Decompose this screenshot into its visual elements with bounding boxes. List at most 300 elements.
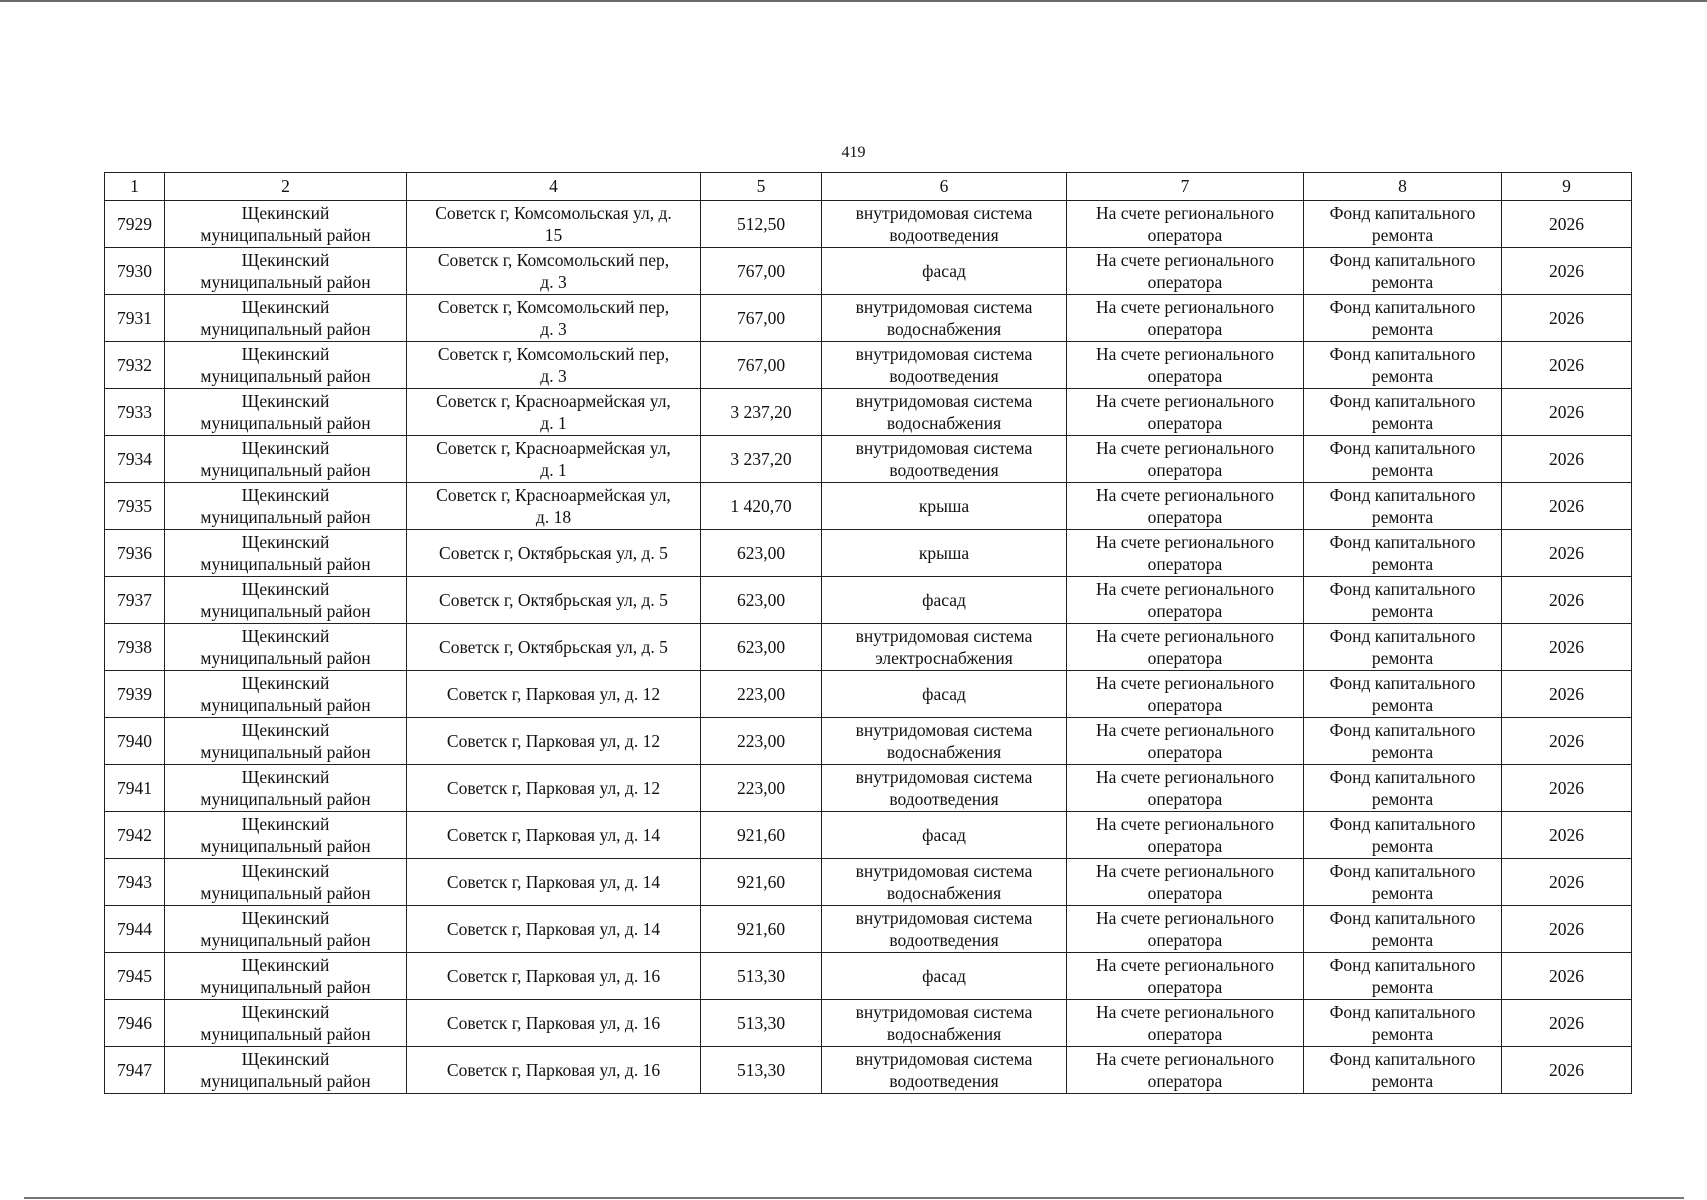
district-cell — [165, 906, 407, 953]
year-cell: 2026 — [1502, 295, 1632, 342]
address-cell-line: Советск г, Октябрьская ул, д. 5 — [439, 637, 668, 657]
district-cell-line: Щекинский — [241, 673, 330, 693]
fund-account-cell-line: оператора — [1147, 883, 1223, 903]
address-cell — [407, 859, 701, 906]
funding-source-cell-line: ремонта — [1371, 1071, 1434, 1091]
fund-account-cell — [1067, 1000, 1304, 1047]
district-cell — [165, 530, 407, 577]
address-cell-line: д. 3 — [540, 272, 567, 292]
funding-source-cell-line: Фонд капитального — [1329, 626, 1476, 646]
district-cell — [165, 342, 407, 389]
work-type-cell — [822, 765, 1067, 812]
address-cell — [407, 1047, 701, 1094]
table-row — [105, 953, 1632, 1000]
district-cell-line: муниципальный район — [200, 1071, 371, 1091]
address-cell — [407, 483, 701, 530]
table-row — [105, 530, 1632, 577]
work-type-cell — [822, 248, 1067, 295]
work-type-cell-line: фасад — [922, 261, 966, 281]
year-cell: 2026 — [1502, 577, 1632, 624]
district-cell — [165, 812, 407, 859]
work-type-cell — [822, 953, 1067, 1000]
table-row — [105, 248, 1632, 295]
funding-source-cell-line: ремонта — [1371, 460, 1434, 480]
header-cell-2: 2 — [165, 173, 407, 201]
district-cell-line: муниципальный район — [200, 413, 371, 433]
table-row — [105, 765, 1632, 812]
funding-source-cell-line: ремонта — [1371, 695, 1434, 715]
fund-account-cell-line: оператора — [1147, 789, 1223, 809]
area-cell: 623,00 — [701, 530, 822, 577]
year-cell: 2026 — [1502, 389, 1632, 436]
work-type-cell-line: водоотведения — [889, 930, 999, 950]
funding-source-cell — [1304, 248, 1502, 295]
year-cell: 2026 — [1502, 859, 1632, 906]
address-cell-line: д. 18 — [535, 507, 572, 527]
year-cell: 2026 — [1502, 248, 1632, 295]
address-cell — [407, 812, 701, 859]
fund-account-cell — [1067, 906, 1304, 953]
funding-source-cell-line: Фонд капитального — [1329, 955, 1476, 975]
funding-source-cell — [1304, 436, 1502, 483]
year-cell: 2026 — [1502, 812, 1632, 859]
row-number-cell: 7937 — [105, 577, 165, 624]
work-type-cell-line: внутридомовая система — [855, 1002, 1033, 1022]
district-cell — [165, 765, 407, 812]
fund-account-cell-line: оператора — [1147, 930, 1223, 950]
table-row — [105, 483, 1632, 530]
header-cell-7: 7 — [1067, 173, 1304, 201]
table-row — [105, 1000, 1632, 1047]
work-type-cell-line: водоснабжения — [886, 319, 1002, 339]
fund-account-cell-line: На счете регионального — [1096, 814, 1274, 834]
address-cell — [407, 953, 701, 1000]
work-type-cell-line: водоотведения — [889, 366, 999, 386]
funding-source-cell — [1304, 624, 1502, 671]
area-cell: 921,60 — [701, 906, 822, 953]
address-cell-line: Советск г, Красноармейская ул, — [436, 438, 671, 458]
funding-source-cell-line: ремонта — [1371, 977, 1434, 997]
fund-account-cell-line: оператора — [1147, 554, 1223, 574]
fund-account-cell — [1067, 295, 1304, 342]
row-number-cell: 7947 — [105, 1047, 165, 1094]
work-type-cell-line: водоотведения — [889, 225, 999, 245]
work-type-cell — [822, 906, 1067, 953]
fund-account-cell-line: На счете регионального — [1096, 579, 1274, 599]
funding-source-cell — [1304, 1047, 1502, 1094]
funding-source-cell-line: ремонта — [1371, 836, 1434, 856]
funding-source-cell-line: ремонта — [1371, 883, 1434, 903]
area-cell: 513,30 — [701, 1047, 822, 1094]
area-cell: 512,50 — [701, 201, 822, 248]
work-type-cell-line: фасад — [922, 684, 966, 704]
district-cell-line: Щекинский — [241, 203, 330, 223]
district-cell-line: Щекинский — [241, 579, 330, 599]
district-cell-line: муниципальный район — [200, 272, 371, 292]
area-cell: 3 237,20 — [701, 436, 822, 483]
header-cell-8: 8 — [1304, 173, 1502, 201]
work-type-cell-line: крыша — [918, 496, 970, 516]
year-cell: 2026 — [1502, 483, 1632, 530]
address-cell — [407, 201, 701, 248]
work-type-cell — [822, 1000, 1067, 1047]
fund-account-cell-line: На счете регионального — [1096, 955, 1274, 975]
fund-account-cell — [1067, 859, 1304, 906]
funding-source-cell-line: ремонта — [1371, 930, 1434, 950]
funding-source-cell-line: Фонд капитального — [1329, 1049, 1476, 1069]
district-cell — [165, 483, 407, 530]
district-cell-line: Щекинский — [241, 720, 330, 740]
funding-source-cell — [1304, 1000, 1502, 1047]
year-cell: 2026 — [1502, 953, 1632, 1000]
fund-account-cell — [1067, 389, 1304, 436]
year-cell: 2026 — [1502, 1047, 1632, 1094]
address-cell-line: Советск г, Парковая ул, д. 12 — [446, 731, 661, 751]
fund-account-cell-line: оператора — [1147, 601, 1223, 621]
fund-account-cell-line: оператора — [1147, 366, 1223, 386]
work-type-cell — [822, 342, 1067, 389]
work-type-cell-line: электроснабжения — [875, 648, 1013, 668]
work-type-cell — [822, 1047, 1067, 1094]
funding-source-cell-line: Фонд капитального — [1329, 344, 1476, 364]
header-row — [105, 173, 1632, 201]
address-cell-line: Советск г, Комсомольская ул, д. — [435, 203, 672, 223]
fund-account-cell-line: оператора — [1147, 977, 1223, 997]
row-number-cell: 7934 — [105, 436, 165, 483]
row-number-cell: 7933 — [105, 389, 165, 436]
address-cell — [407, 577, 701, 624]
district-cell-line: Щекинский — [241, 344, 330, 364]
header-cell-9: 9 — [1502, 173, 1632, 201]
district-cell-line: муниципальный район — [200, 789, 371, 809]
table-row — [105, 342, 1632, 389]
district-cell — [165, 577, 407, 624]
row-number-cell: 7946 — [105, 1000, 165, 1047]
district-cell-line: Щекинский — [241, 908, 330, 928]
area-cell: 767,00 — [701, 342, 822, 389]
district-cell-line: муниципальный район — [200, 319, 371, 339]
fund-account-cell-line: На счете регионального — [1096, 1049, 1274, 1069]
work-type-cell-line: внутридомовая система — [855, 720, 1033, 740]
fund-account-cell-line: На счете регионального — [1096, 626, 1274, 646]
scan-edge-bottom — [24, 1197, 1684, 1199]
funding-source-cell-line: ремонта — [1371, 648, 1434, 668]
work-type-cell-line: внутридомовая система — [855, 626, 1033, 646]
funding-source-cell-line: ремонта — [1371, 225, 1434, 245]
fund-account-cell — [1067, 718, 1304, 765]
funding-source-cell-line: ремонта — [1371, 554, 1434, 574]
funding-source-cell-line: Фонд капитального — [1329, 720, 1476, 740]
table-row — [105, 295, 1632, 342]
fund-account-cell-line: На счете регионального — [1096, 438, 1274, 458]
year-cell: 2026 — [1502, 436, 1632, 483]
funding-source-cell-line: ремонта — [1371, 1024, 1434, 1044]
fund-account-cell-line: На счете регионального — [1096, 1002, 1274, 1022]
row-number-cell: 7942 — [105, 812, 165, 859]
address-cell — [407, 906, 701, 953]
row-number-cell: 7944 — [105, 906, 165, 953]
fund-account-cell-line: На счете регионального — [1096, 767, 1274, 787]
district-cell — [165, 1000, 407, 1047]
year-cell: 2026 — [1502, 906, 1632, 953]
fund-account-cell-line: оператора — [1147, 319, 1223, 339]
address-cell — [407, 248, 701, 295]
funding-source-cell — [1304, 295, 1502, 342]
work-type-cell-line: внутридомовая система — [855, 908, 1033, 928]
row-number-cell: 7940 — [105, 718, 165, 765]
address-cell — [407, 671, 701, 718]
table-row — [105, 859, 1632, 906]
district-cell-line: муниципальный район — [200, 695, 371, 715]
funding-source-cell-line: ремонта — [1371, 366, 1434, 386]
fund-account-cell-line: На счете регионального — [1096, 344, 1274, 364]
fund-account-cell — [1067, 483, 1304, 530]
fund-account-cell-line: оператора — [1147, 648, 1223, 668]
fund-account-cell-line: оператора — [1147, 1024, 1223, 1044]
district-cell-line: муниципальный район — [200, 601, 371, 621]
table-row — [105, 906, 1632, 953]
funding-source-cell-line: Фонд капитального — [1329, 814, 1476, 834]
district-cell-line: муниципальный район — [200, 507, 371, 527]
address-cell-line: Советск г, Парковая ул, д. 16 — [446, 1060, 661, 1080]
funding-source-cell-line: ремонта — [1371, 789, 1434, 809]
table-row — [105, 577, 1632, 624]
district-cell — [165, 953, 407, 1000]
funding-source-cell-line: Фонд капитального — [1329, 908, 1476, 928]
funding-source-cell — [1304, 812, 1502, 859]
area-cell: 223,00 — [701, 765, 822, 812]
address-cell-line: Советск г, Парковая ул, д. 16 — [446, 966, 661, 986]
funding-source-cell — [1304, 906, 1502, 953]
fund-account-cell-line: оператора — [1147, 225, 1223, 245]
table-row — [105, 718, 1632, 765]
address-cell — [407, 342, 701, 389]
work-type-cell — [822, 295, 1067, 342]
year-cell: 2026 — [1502, 530, 1632, 577]
address-cell-line: д. 3 — [540, 366, 567, 386]
area-cell: 921,60 — [701, 859, 822, 906]
fund-account-cell-line: На счете регионального — [1096, 250, 1274, 270]
district-cell-line: Щекинский — [241, 485, 330, 505]
year-cell: 2026 — [1502, 342, 1632, 389]
fund-account-cell-line: На счете регионального — [1096, 908, 1274, 928]
funding-source-cell — [1304, 859, 1502, 906]
fund-account-cell — [1067, 765, 1304, 812]
funding-source-cell-line: Фонд капитального — [1329, 532, 1476, 552]
repair-register-table — [104, 172, 1632, 1094]
fund-account-cell-line: На счете регионального — [1096, 485, 1274, 505]
page-number: 419 — [841, 144, 866, 161]
address-cell-line: Советск г, Парковая ул, д. 12 — [446, 684, 661, 704]
area-cell: 921,60 — [701, 812, 822, 859]
area-cell: 623,00 — [701, 624, 822, 671]
district-cell-line: муниципальный район — [200, 460, 371, 480]
fund-account-cell — [1067, 530, 1304, 577]
header-cell-4: 4 — [407, 173, 701, 201]
district-cell-line: Щекинский — [241, 391, 330, 411]
funding-source-cell — [1304, 201, 1502, 248]
year-cell: 2026 — [1502, 718, 1632, 765]
work-type-cell-line: водоотведения — [889, 789, 999, 809]
row-number-cell: 7930 — [105, 248, 165, 295]
funding-source-cell-line: Фонд капитального — [1329, 203, 1476, 223]
address-cell — [407, 530, 701, 577]
funding-source-cell-line: Фонд капитального — [1329, 438, 1476, 458]
address-cell-line: Советск г, Парковая ул, д. 12 — [446, 778, 661, 798]
year-cell: 2026 — [1502, 624, 1632, 671]
row-number-cell: 7939 — [105, 671, 165, 718]
funding-source-cell-line: ремонта — [1371, 319, 1434, 339]
scan-edge-top — [0, 0, 1707, 2]
table-row — [105, 812, 1632, 859]
district-cell-line: муниципальный район — [200, 883, 371, 903]
address-cell — [407, 718, 701, 765]
area-cell: 513,30 — [701, 953, 822, 1000]
district-cell-line: муниципальный район — [200, 930, 371, 950]
work-type-cell-line: внутридомовая система — [855, 438, 1033, 458]
fund-account-cell-line: оператора — [1147, 413, 1223, 433]
district-cell — [165, 248, 407, 295]
row-number-cell: 7929 — [105, 201, 165, 248]
funding-source-cell — [1304, 765, 1502, 812]
address-cell-line: Советск г, Комсомольский пер, — [437, 344, 670, 364]
funding-source-cell — [1304, 718, 1502, 765]
funding-source-cell — [1304, 671, 1502, 718]
district-cell — [165, 671, 407, 718]
district-cell — [165, 201, 407, 248]
work-type-cell-line: водоотведения — [889, 1071, 999, 1091]
fund-account-cell-line: На счете регионального — [1096, 391, 1274, 411]
work-type-cell-line: внутридомовая система — [855, 767, 1033, 787]
fund-account-cell — [1067, 671, 1304, 718]
fund-account-cell-line: оператора — [1147, 695, 1223, 715]
district-cell — [165, 295, 407, 342]
work-type-cell-line: фасад — [922, 966, 966, 986]
funding-source-cell-line: Фонд капитального — [1329, 767, 1476, 787]
address-cell-line: Советск г, Парковая ул, д. 14 — [446, 825, 661, 845]
work-type-cell-line: водоотведения — [889, 460, 999, 480]
fund-account-cell-line: оператора — [1147, 836, 1223, 856]
work-type-cell — [822, 201, 1067, 248]
fund-account-cell — [1067, 342, 1304, 389]
address-cell — [407, 436, 701, 483]
fund-account-cell-line: На счете регионального — [1096, 297, 1274, 317]
area-cell: 3 237,20 — [701, 389, 822, 436]
row-number-cell: 7935 — [105, 483, 165, 530]
address-cell — [407, 765, 701, 812]
district-cell-line: Щекинский — [241, 814, 330, 834]
funding-source-cell — [1304, 483, 1502, 530]
work-type-cell-line: внутридомовая система — [855, 391, 1033, 411]
funding-source-cell-line: ремонта — [1371, 272, 1434, 292]
work-type-cell — [822, 389, 1067, 436]
district-cell-line: муниципальный район — [200, 554, 371, 574]
table-row — [105, 436, 1632, 483]
row-number-cell: 7943 — [105, 859, 165, 906]
work-type-cell — [822, 671, 1067, 718]
district-cell — [165, 859, 407, 906]
fund-account-cell — [1067, 812, 1304, 859]
work-type-cell — [822, 577, 1067, 624]
row-number-cell: 7941 — [105, 765, 165, 812]
area-cell: 1 420,70 — [701, 483, 822, 530]
year-cell: 2026 — [1502, 201, 1632, 248]
fund-account-cell-line: оператора — [1147, 507, 1223, 527]
work-type-cell — [822, 483, 1067, 530]
work-type-cell-line: водоснабжения — [886, 413, 1002, 433]
address-cell-line: д. 1 — [540, 460, 567, 480]
row-number-cell: 7936 — [105, 530, 165, 577]
fund-account-cell — [1067, 248, 1304, 295]
district-cell-line: Щекинский — [241, 955, 330, 975]
fund-account-cell-line: На счете регионального — [1096, 532, 1274, 552]
work-type-cell-line: водоснабжения — [886, 742, 1002, 762]
address-cell-line: д. 3 — [540, 319, 567, 339]
district-cell — [165, 624, 407, 671]
fund-account-cell — [1067, 953, 1304, 1000]
area-cell: 623,00 — [701, 577, 822, 624]
district-cell-line: Щекинский — [241, 250, 330, 270]
fund-account-cell — [1067, 1047, 1304, 1094]
area-cell: 223,00 — [701, 671, 822, 718]
district-cell-line: муниципальный район — [200, 742, 371, 762]
district-cell — [165, 436, 407, 483]
work-type-cell-line: крыша — [918, 543, 970, 563]
funding-source-cell-line: ремонта — [1371, 742, 1434, 762]
year-cell: 2026 — [1502, 671, 1632, 718]
address-cell-line: Советск г, Комсомольский пер, — [437, 297, 670, 317]
district-cell-line: муниципальный район — [200, 648, 371, 668]
address-cell-line: Советск г, Октябрьская ул, д. 5 — [439, 590, 668, 610]
district-cell — [165, 718, 407, 765]
fund-account-cell-line: На счете регионального — [1096, 673, 1274, 693]
work-type-cell-line: водоснабжения — [886, 1024, 1002, 1044]
work-type-cell — [822, 859, 1067, 906]
district-cell-line: Щекинский — [241, 1049, 330, 1069]
fund-account-cell — [1067, 624, 1304, 671]
address-cell-line: Советск г, Октябрьская ул, д. 5 — [439, 543, 668, 563]
address-cell-line: д. 1 — [540, 413, 567, 433]
work-type-cell — [822, 624, 1067, 671]
address-cell-line: Советск г, Красноармейская ул, — [436, 391, 671, 411]
fund-account-cell-line: На счете регионального — [1096, 861, 1274, 881]
work-type-cell — [822, 718, 1067, 765]
header-cell-1: 1 — [105, 173, 165, 201]
area-cell: 767,00 — [701, 248, 822, 295]
funding-source-cell-line: Фонд капитального — [1329, 673, 1476, 693]
table-row — [105, 201, 1632, 248]
area-cell: 767,00 — [701, 295, 822, 342]
address-cell — [407, 1000, 701, 1047]
row-number-cell: 7932 — [105, 342, 165, 389]
row-number-cell: 7931 — [105, 295, 165, 342]
address-cell-line: Советск г, Парковая ул, д. 16 — [446, 1013, 661, 1033]
year-cell: 2026 — [1502, 765, 1632, 812]
fund-account-cell-line: оператора — [1147, 272, 1223, 292]
table-header — [105, 173, 1632, 201]
address-cell — [407, 389, 701, 436]
funding-source-cell-line: Фонд капитального — [1329, 579, 1476, 599]
district-cell-line: Щекинский — [241, 438, 330, 458]
address-cell-line: 15 — [544, 225, 563, 245]
funding-source-cell-line: Фонд капитального — [1329, 1002, 1476, 1022]
work-type-cell — [822, 436, 1067, 483]
table-row — [105, 1047, 1632, 1094]
funding-source-cell-line: Фонд капитального — [1329, 861, 1476, 881]
district-cell-line: муниципальный район — [200, 1024, 371, 1044]
address-cell-line: Советск г, Комсомольский пер, — [437, 250, 670, 270]
work-type-cell-line: внутридомовая система — [855, 861, 1033, 881]
